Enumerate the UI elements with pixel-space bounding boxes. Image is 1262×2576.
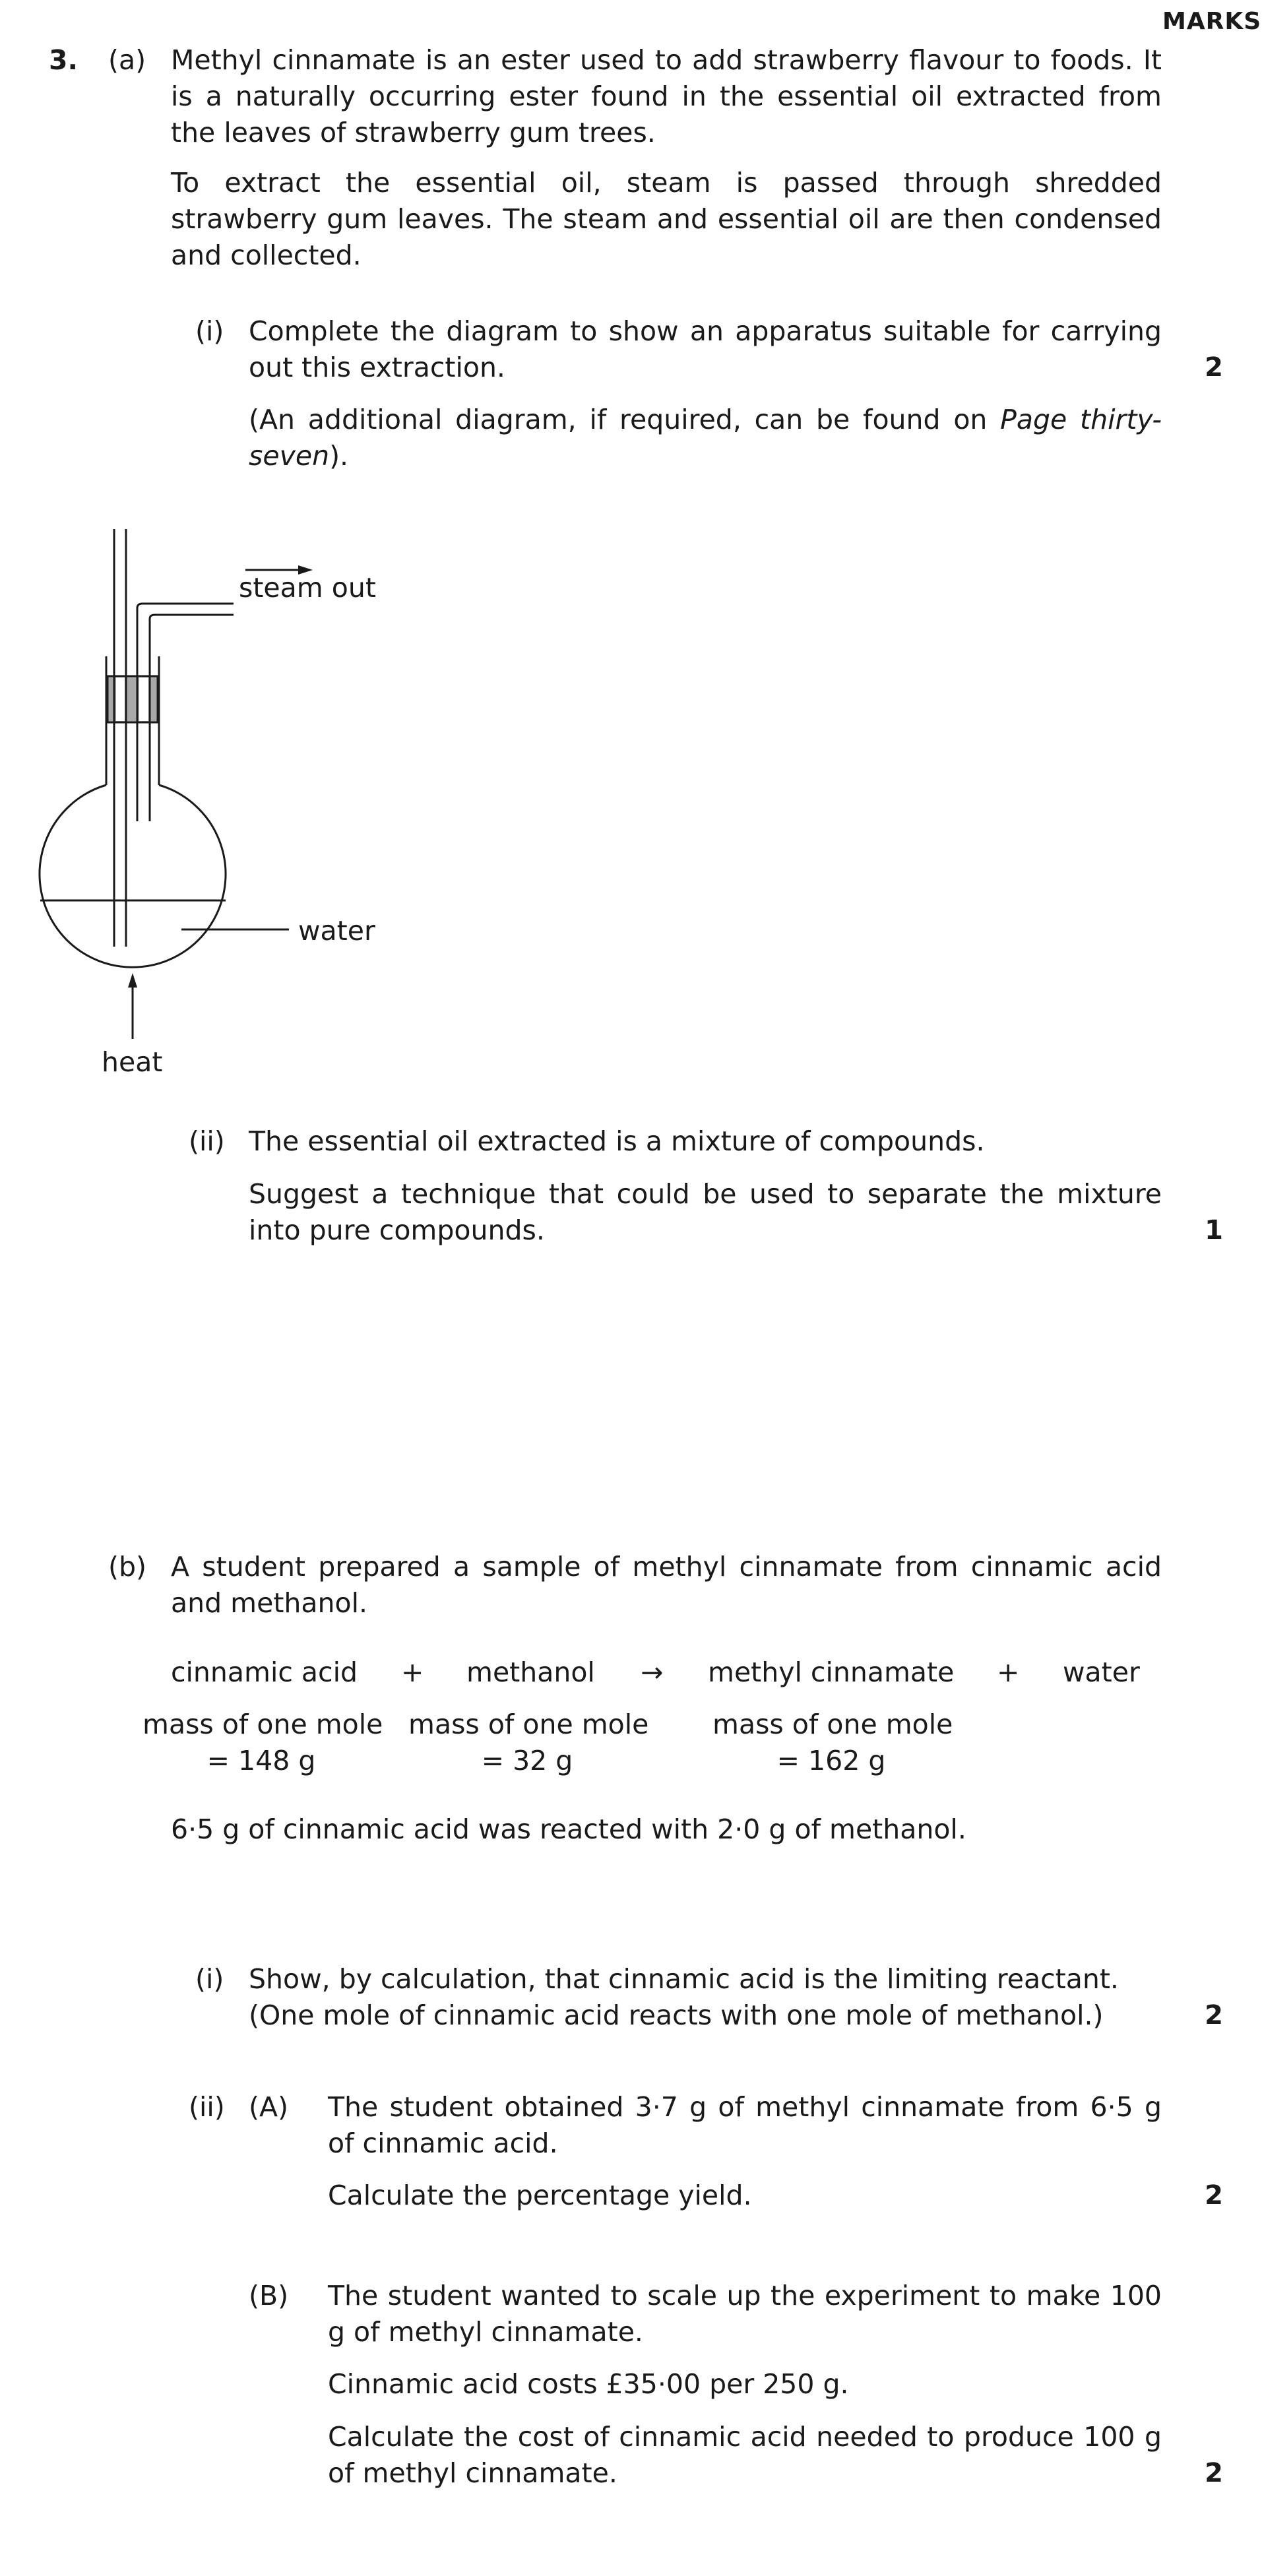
part-b-i-text-1: Show, by calculation, that cinnamic acid is the limiting reactant. [249, 1963, 1119, 1995]
marks-column-heading: MARKS [1162, 8, 1262, 35]
part-a-i-marks: 2 [1205, 352, 1223, 383]
mass-label-methanol: mass of one mole [408, 1709, 649, 1740]
part-a-ii-text-2: Suggest a technique that could be used to separate the mixture into pure compounds. [249, 1178, 1162, 1246]
part-b-i-text-2: (One mole of cinnamic acid reacts with one mole of methanol.) [249, 1999, 1104, 2031]
part-b-ii-b-text-2: Cinnamic acid costs £35·00 per 250 g. [328, 2368, 849, 2400]
mass-value-methanol: = 32 g [481, 1745, 573, 1776]
part-a-intro-2: To extract the essential oil, steam is passed through shredded strawberry gum leaves. The steam and essential oil are then condensed and collected. [171, 167, 1162, 271]
equation-plus-1: + [401, 1656, 424, 1688]
equation-product-methyl-cinnamate: methyl cinnamate [708, 1656, 955, 1688]
part-a-i-note [249, 402, 1162, 474]
part-a-ii-label: (ii) [189, 1125, 225, 1157]
part-b-ii-b-label: (B) [249, 2280, 289, 2311]
equation-reactant-cinnamic-acid: cinnamic acid [171, 1656, 358, 1688]
part-b-ii-b-marks: 2 [1205, 2458, 1223, 2488]
part-a-ii-text-1: The essential oil extracted is a mixture of compounds. [249, 1125, 985, 1157]
part-a-ii-marks: 1 [1205, 1215, 1223, 1245]
heat-arrow-head [128, 973, 137, 988]
apparatus-diagram [0, 515, 422, 1095]
note-prefix: (An additional diagram, if required, can be found on [249, 404, 1001, 435]
part-b-statement: 6·5 g of cinnamic acid was reacted with 2·0 g of methanol. [171, 1813, 966, 1845]
label-water: water [298, 915, 375, 947]
part-a-i-text: Complete the diagram to show an apparatus suitable for carrying out this extraction. [249, 315, 1162, 383]
equation-reactant-methanol: methanol [466, 1656, 595, 1688]
note-page-ref: Page thirty-seven [249, 404, 1162, 472]
mass-label-cinnamic-acid: mass of one mole [142, 1709, 383, 1740]
part-b-intro: A student prepared a sample of methyl cinnamate from cinnamic acid and methanol. [171, 1551, 1162, 1619]
part-b-ii-a-text-2: Calculate the percentage yield. [328, 2180, 752, 2211]
note-suffix: ). [329, 440, 349, 472]
part-b-label: (b) [108, 1551, 147, 1583]
part-a-i-label: (i) [195, 315, 224, 347]
label-heat: heat [102, 1046, 163, 1078]
equation-arrow: → [641, 1656, 664, 1688]
part-b-ii-b-text-3: Calculate the cost of cinnamic acid needed to produce 100 g of methyl cinnamate. [328, 2421, 1162, 2489]
equation-product-water: water [1063, 1656, 1140, 1688]
part-b-i-label: (i) [195, 1963, 224, 1995]
equation-plus-2: + [997, 1656, 1020, 1688]
part-b-ii-b-text-1: The student wanted to scale up the experiment to make 100 g of methyl cinnamate. [328, 2280, 1162, 2348]
part-b-ii-a-text-1: The student obtained 3·7 g of methyl cinnamate from 6·5 g of cinnamic acid. [328, 2091, 1162, 2159]
part-b-ii-a-marks: 2 [1205, 2180, 1223, 2211]
part-a-label: (a) [108, 44, 146, 76]
question-number: 3. [49, 44, 79, 76]
mass-label-methyl-cinnamate: mass of one mole [712, 1709, 953, 1740]
part-b-ii-a-label: (A) [249, 2091, 289, 2123]
mass-value-cinnamic-acid: = 148 g [206, 1745, 316, 1776]
flask-bulb [40, 785, 226, 967]
part-b-ii-label: (ii) [189, 2091, 225, 2123]
part-b-i-marks: 2 [1205, 2000, 1223, 2030]
label-steam-out: steam out [239, 572, 376, 604]
part-a-intro-1: Methyl cinnamate is an ester used to add strawberry flavour to foods. It is a naturally occurring ester found in the essential oil extracted from the leaves of strawberry gum trees. [171, 44, 1162, 148]
outlet-tube-inner [150, 615, 234, 821]
mass-value-methyl-cinnamate: = 162 g [776, 1745, 886, 1776]
